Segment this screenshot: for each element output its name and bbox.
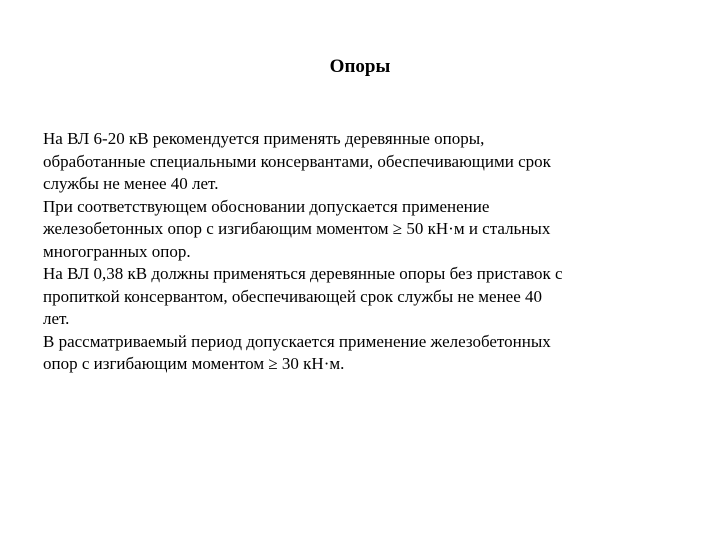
slide-body	[43, 128, 683, 376]
paragraph-2	[43, 196, 683, 264]
paragraph-line: многогранных опор.	[43, 241, 191, 261]
paragraph-1	[43, 128, 683, 196]
paragraph-line: пропиткой консервантом, обеспечивающей срок службы не менее 40	[43, 286, 543, 306]
paragraph-line: На ВЛ 6-20 кВ рекомендуется применять деревянные опоры,	[43, 129, 485, 148]
slide-title: Опоры	[329, 56, 391, 77]
paragraph-line: опор с изгибающим моментом ≥ 30 кН·м.	[43, 354, 345, 373]
paragraph-line: На ВЛ 0,38 кВ должны применяться деревянные опоры без приставок с	[43, 264, 563, 283]
paragraph-4	[43, 331, 683, 376]
paragraph-line: службы не менее 40 лет.	[43, 174, 219, 193]
paragraph-line: обработанные специальными консервантами, обеспечивающими срок	[43, 151, 551, 171]
paragraph-line: лет.	[43, 309, 70, 328]
paragraph-line: В рассматриваемый период допускается применение железобетонных	[43, 331, 551, 351]
paragraph-line: железобетонных опор с изгибающим моментом ≥ 50 кН·м и стальных	[43, 219, 551, 238]
paragraph-3	[43, 263, 683, 331]
paragraph-line: При соответствующем обосновании допускается применение	[43, 196, 490, 216]
